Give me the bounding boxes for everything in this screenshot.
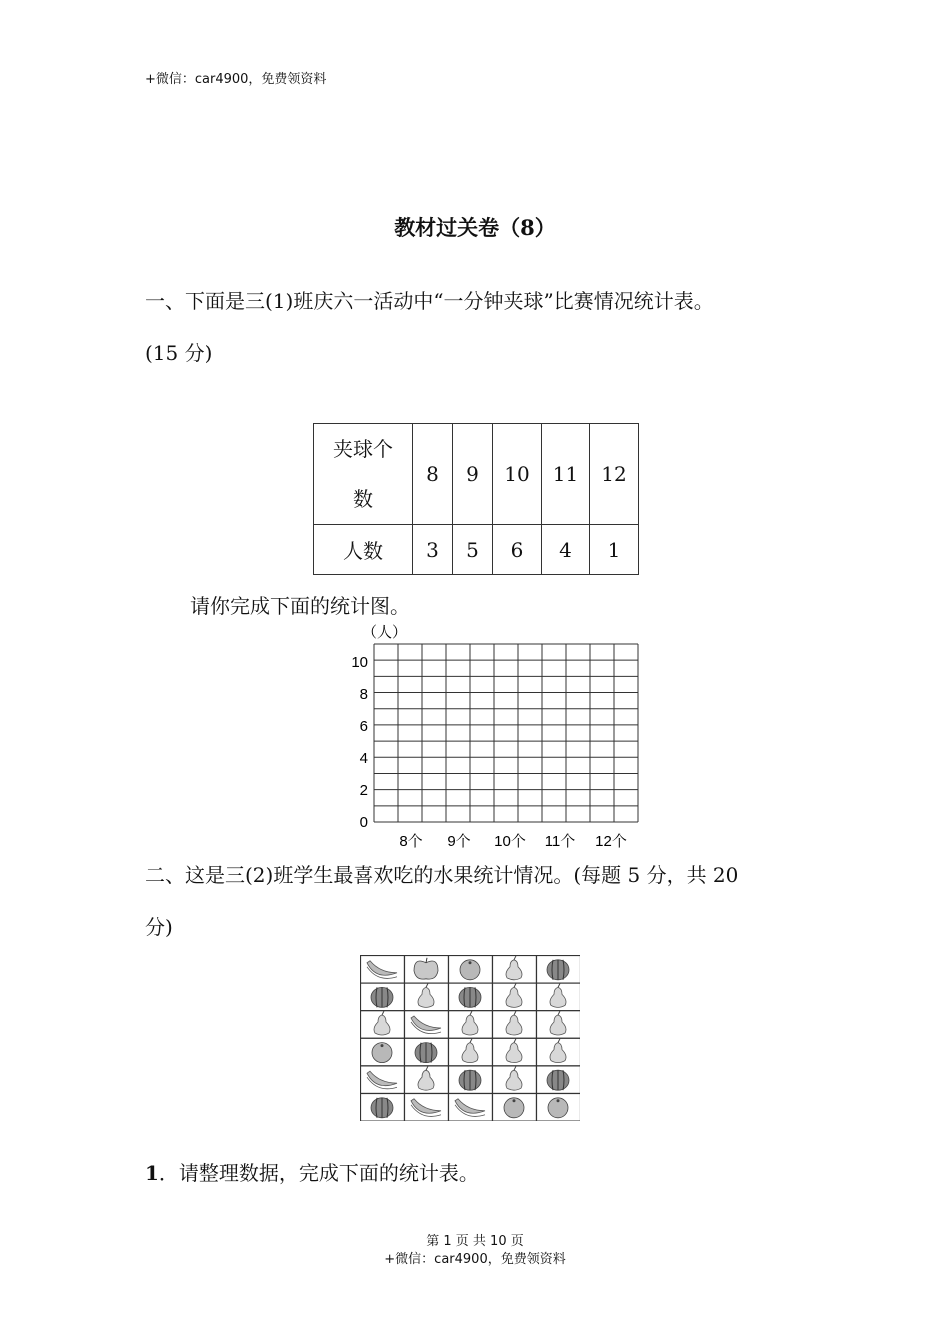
orange-icon [361,1038,405,1066]
table-cell: 1 [590,525,639,575]
sub-question-text: ．请整理数据，完成下面的统计表。 [158,1161,479,1185]
watermelon-icon [405,1038,449,1066]
question-2-text: 二、这是三(2)班学生最喜欢吃的水果统计情况。(每题 5 分，共 20 [145,863,739,887]
sub-question-1 [145,1160,479,1186]
table-cell: 5 [453,525,493,575]
chart-unit-label: （人） [362,624,408,641]
y-tick-label: 10 [351,654,368,671]
orange-icon [537,1094,581,1122]
y-tick-label: 6 [359,718,368,735]
table-cell: 8 [413,424,453,525]
pear-icon [449,1011,493,1039]
x-category-label: 10个 [494,833,526,850]
x-category-label: 11个 [544,833,576,850]
sub-question-number: 1 [145,1161,159,1185]
question-1-text: 一、下面是三(1)班庆六一活动中“一分钟夹球”比赛情况统计表。 [145,289,714,313]
pear-icon [493,983,537,1011]
table-cell: 10 [493,424,542,525]
pear-icon [361,1011,405,1039]
banana-icon [361,956,405,984]
banana-icon [449,1094,493,1122]
watermelon-icon [537,1066,581,1094]
table-cell: 3 [413,525,453,575]
watermelon-icon [449,983,493,1011]
y-tick-label: 0 [359,814,368,831]
table-cell: 12 [590,424,639,525]
watermelon-icon [361,983,405,1011]
apple-icon [405,956,449,984]
x-category-label: 9个 [447,833,471,850]
pear-icon [449,1038,493,1066]
header-note: +微信：car4900，免费领资料 [145,72,327,87]
banana-icon [405,1011,449,1039]
stat-table [313,423,639,575]
y-tick-label: 2 [359,782,368,799]
table-cell: 4 [542,525,590,575]
question-1-score: (15 分) [145,341,213,365]
table-cell: 11 [542,424,590,525]
pear-icon [493,1038,537,1066]
watermelon-icon [537,956,581,984]
pear-icon [537,1038,581,1066]
pear-icon [493,956,537,984]
banana-icon [405,1094,449,1122]
page-title: 教材过关卷（8） [394,215,556,240]
orange-icon [449,956,493,984]
x-category-label: 12个 [595,833,627,850]
chart-instruction: 请你完成下面的统计图。 [190,594,410,618]
footer-note: +微信：car4900，免费领资料 [384,1252,566,1267]
banana-icon [361,1066,405,1094]
y-tick-label: 4 [359,750,368,767]
pear-icon [493,1066,537,1094]
table-cell: 6 [493,525,542,575]
table-cell: 9 [453,424,493,525]
table-header-people: 人数 [314,525,413,575]
pear-icon [493,1011,537,1039]
table-header-count: 夹球个 数 [314,424,413,525]
pear-icon [537,983,581,1011]
question-2-score: 分) [145,915,173,939]
watermelon-icon [449,1066,493,1094]
watermelon-icon [361,1094,405,1122]
pear-icon [405,983,449,1011]
x-category-label: 8个 [399,833,423,850]
pear-icon [405,1066,449,1094]
fruit-picture-grid [360,955,580,1121]
page-number: 第 1 页 共 10 页 [426,1234,524,1249]
orange-icon [493,1094,537,1122]
y-tick-label: 8 [359,686,368,703]
blank-bar-chart-grid [340,618,650,858]
pear-icon [537,1011,581,1039]
